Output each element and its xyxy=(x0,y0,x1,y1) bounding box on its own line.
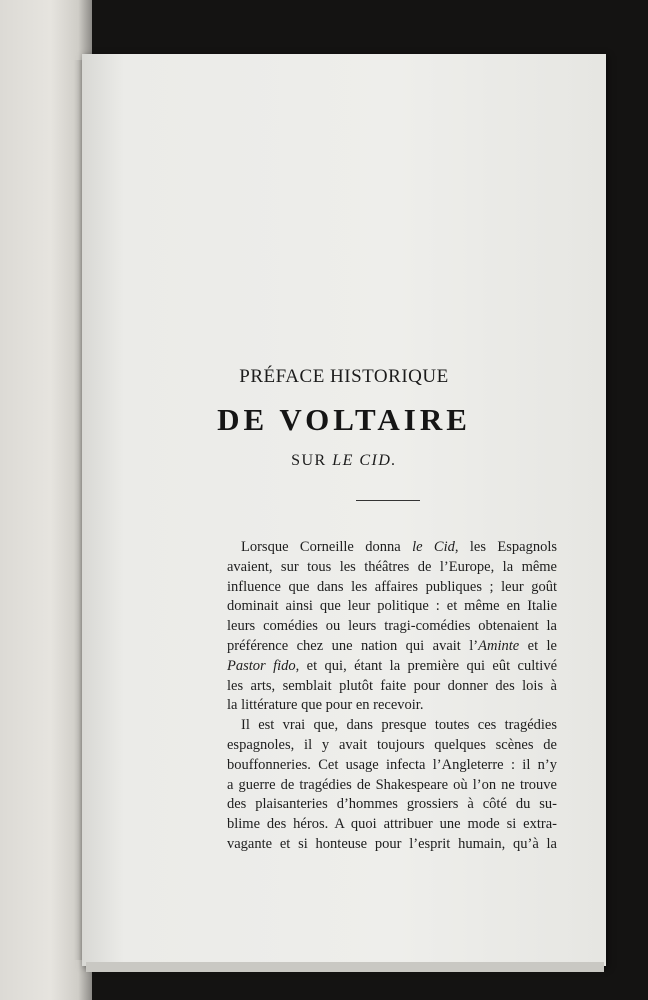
body-text xyxy=(227,538,557,855)
text-line xyxy=(227,637,557,657)
text-segment: bouffonneries. Cet usage infecta l’Angleterre : il n’y xyxy=(227,756,557,773)
text-line xyxy=(227,776,557,796)
text-segment: Il est vrai que, dans presque toutes ces tragédies xyxy=(241,717,557,734)
text-segment: vagante et si honteuse pour l’esprit humain, qu’à la xyxy=(227,835,557,852)
italic-text: Pastor fido xyxy=(227,657,296,674)
text-line xyxy=(227,756,557,776)
text-line xyxy=(227,795,557,815)
text-segment: leurs comédies ou leurs tragi-comédies obtenaient la xyxy=(227,618,557,635)
text-line xyxy=(227,657,557,677)
text-segment: , et qui, étant la première qui eût cultivé xyxy=(295,657,557,674)
text-line xyxy=(227,578,557,598)
page-edge xyxy=(86,962,604,972)
text-segment: avaient, sur tous les théâtres de l’Europe, la même xyxy=(227,558,557,575)
text-segment: espagnoles, il y avait toujours quelques scènes de xyxy=(227,736,557,753)
text-segment: et le xyxy=(519,637,557,654)
text-line xyxy=(227,815,557,835)
text-segment: les arts, semblait plutôt faite pour donner des lois à xyxy=(227,677,557,694)
heading-line-1: PRÉFACE HISTORIQUE xyxy=(239,366,449,387)
paragraph xyxy=(227,538,557,716)
book-page xyxy=(82,54,606,966)
text-line xyxy=(227,677,557,697)
text-line xyxy=(227,558,557,578)
heading-line-3-prefix: SUR xyxy=(291,452,327,469)
heading-rule xyxy=(356,500,420,501)
text-segment: la littérature que pour en recevoir. xyxy=(227,697,424,714)
text-segment: préférence chez une nation qui avait l’ xyxy=(227,637,479,654)
italic-text: le Cid xyxy=(412,539,455,555)
text-segment: des plaisanteries d’hommes grossiers à côté du su- xyxy=(227,796,557,813)
text-segment: a guerre de tragédies de Shakespeare où l’on ne trouve xyxy=(227,776,557,793)
text-line xyxy=(227,736,557,756)
text-segment: Lorsque Corneille donna xyxy=(241,539,413,555)
text-segment: dominait ainsi que leur politique : et même en Italie xyxy=(227,598,557,615)
text-line xyxy=(227,597,557,617)
text-line xyxy=(227,538,557,558)
text-line xyxy=(227,835,557,855)
text-segment: , les Espagnols xyxy=(454,539,558,555)
text-segment: blime des héros. A quoi attribuer une mode si extra- xyxy=(227,816,557,833)
heading-line-3-italic: LE CID. xyxy=(332,452,397,469)
text-line xyxy=(227,617,557,637)
heading-line-3 xyxy=(82,452,606,470)
italic-text: Aminte xyxy=(478,637,520,654)
text-segment: influence que dans les affaires publiques ; leur goût xyxy=(227,578,557,595)
paragraph xyxy=(227,716,557,855)
text-line xyxy=(227,696,557,716)
text-line xyxy=(227,716,557,736)
heading-line-2: DE VOLTAIRE xyxy=(217,402,471,437)
